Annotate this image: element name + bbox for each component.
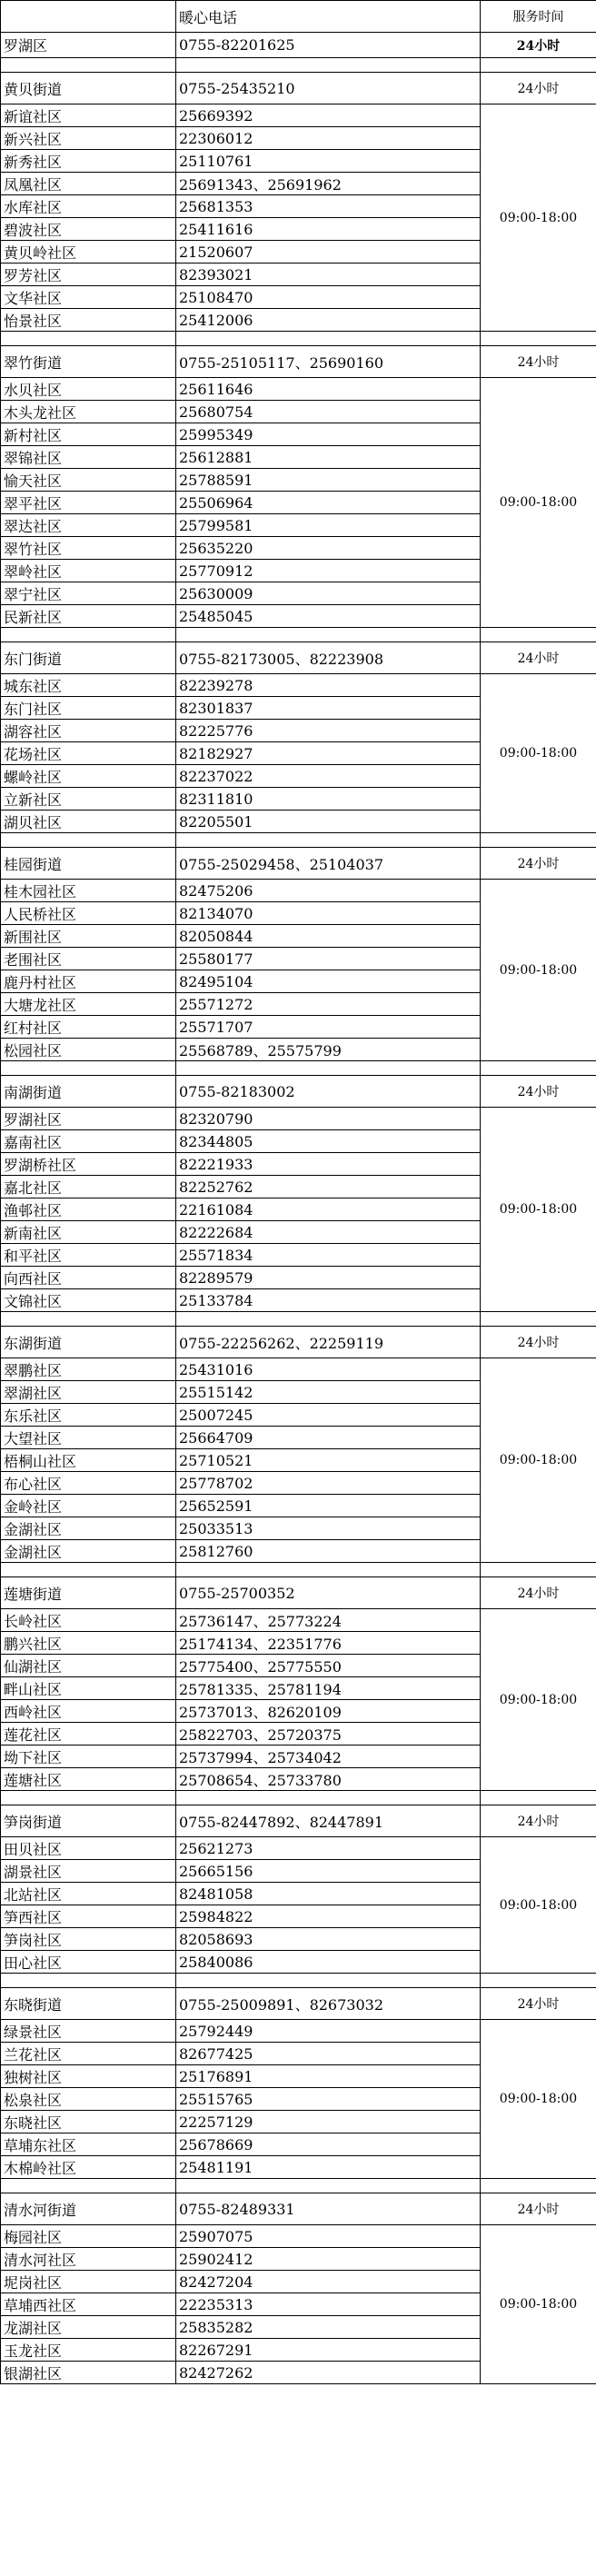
community-name: 翠平社区 bbox=[1, 492, 176, 514]
community-name: 笋岗社区 bbox=[1, 1928, 176, 1951]
community-name: 立新社区 bbox=[1, 788, 176, 811]
community-phone: 25635220 bbox=[176, 537, 481, 560]
street-name: 东晓街道 bbox=[1, 1988, 176, 2020]
street-time: 24小时 bbox=[481, 2193, 596, 2225]
street-name: 桂园街道 bbox=[1, 848, 176, 880]
blank-cell bbox=[176, 1061, 481, 1076]
blank-cell bbox=[176, 1563, 481, 1577]
street-time: 24小时 bbox=[481, 346, 596, 378]
community-name: 长岭社区 bbox=[1, 1609, 176, 1632]
community-phone: 82134070 bbox=[176, 902, 481, 925]
community-name: 金岭社区 bbox=[1, 1495, 176, 1517]
community-phone: 82677425 bbox=[176, 2043, 481, 2065]
community-phone: 82182927 bbox=[176, 742, 481, 765]
community-row bbox=[1, 880, 596, 902]
blank-separator-row bbox=[1, 1061, 596, 1076]
community-name: 草埔西社区 bbox=[1, 2293, 176, 2316]
community-phone: 25680754 bbox=[176, 401, 481, 423]
community-name: 红村社区 bbox=[1, 1016, 176, 1039]
street-row bbox=[1, 1076, 596, 1108]
community-phone: 25822703、25720375 bbox=[176, 1723, 481, 1746]
community-name: 新谊社区 bbox=[1, 104, 176, 127]
community-phone: 25174134、22351776 bbox=[176, 1632, 481, 1655]
community-phone: 22235313 bbox=[176, 2293, 481, 2316]
community-name: 新秀社区 bbox=[1, 150, 176, 173]
community-name: 新南社区 bbox=[1, 1221, 176, 1244]
community-phone: 25506964 bbox=[176, 492, 481, 514]
community-name: 花场社区 bbox=[1, 742, 176, 765]
community-name: 鹿丹村社区 bbox=[1, 970, 176, 993]
community-phone: 25481191 bbox=[176, 2156, 481, 2179]
community-phone: 82058693 bbox=[176, 1928, 481, 1951]
community-name: 新兴社区 bbox=[1, 127, 176, 150]
community-row bbox=[1, 674, 596, 697]
community-name: 木头龙社区 bbox=[1, 401, 176, 423]
community-name: 绿景社区 bbox=[1, 2020, 176, 2043]
blank-cell bbox=[481, 58, 596, 73]
community-phone: 25571707 bbox=[176, 1016, 481, 1039]
district-time: 24小时 bbox=[481, 33, 596, 58]
community-phone: 82427204 bbox=[176, 2271, 481, 2293]
community-phone: 25681353 bbox=[176, 195, 481, 218]
blank-cell bbox=[481, 2179, 596, 2193]
community-row bbox=[1, 378, 596, 401]
street-row bbox=[1, 73, 596, 104]
community-phone: 82252762 bbox=[176, 1176, 481, 1198]
community-name: 新围社区 bbox=[1, 925, 176, 948]
community-phone: 82320790 bbox=[176, 1108, 481, 1130]
community-phone: 22306012 bbox=[176, 127, 481, 150]
blank-cell bbox=[481, 1312, 596, 1327]
blank-cell bbox=[1, 1061, 176, 1076]
street-name: 东湖街道 bbox=[1, 1327, 176, 1358]
community-phone: 25571272 bbox=[176, 993, 481, 1016]
community-name: 翠鹏社区 bbox=[1, 1358, 176, 1381]
community-name: 西岭社区 bbox=[1, 1700, 176, 1723]
street-time: 24小时 bbox=[481, 1076, 596, 1108]
service-hours: 09:00-18:00 bbox=[481, 1609, 596, 1791]
community-phone: 25411616 bbox=[176, 218, 481, 241]
community-name: 松泉社区 bbox=[1, 2088, 176, 2111]
community-row bbox=[1, 2225, 596, 2248]
community-name: 湖容社区 bbox=[1, 720, 176, 742]
community-row bbox=[1, 1609, 596, 1632]
community-name: 嘉北社区 bbox=[1, 1176, 176, 1198]
street-phone: 0755-25029458、25104037 bbox=[176, 848, 481, 880]
community-name: 布心社区 bbox=[1, 1472, 176, 1495]
community-name: 坭岗社区 bbox=[1, 2271, 176, 2293]
community-name: 翠锦社区 bbox=[1, 446, 176, 469]
community-phone: 82481058 bbox=[176, 1883, 481, 1905]
community-phone: 25665156 bbox=[176, 1860, 481, 1883]
blank-cell bbox=[176, 1791, 481, 1805]
community-name: 水库社区 bbox=[1, 195, 176, 218]
community-name: 莲花社区 bbox=[1, 1723, 176, 1746]
street-name: 莲塘街道 bbox=[1, 1577, 176, 1609]
community-phone: 82267291 bbox=[176, 2339, 481, 2362]
community-name: 龙湖社区 bbox=[1, 2316, 176, 2339]
blank-separator-row bbox=[1, 628, 596, 642]
community-name: 向西社区 bbox=[1, 1267, 176, 1289]
community-phone: 25835282 bbox=[176, 2316, 481, 2339]
community-phone: 82222684 bbox=[176, 1221, 481, 1244]
community-name: 罗湖桥社区 bbox=[1, 1153, 176, 1176]
community-name: 田心社区 bbox=[1, 1951, 176, 1974]
community-phone: 25571834 bbox=[176, 1244, 481, 1267]
community-phone: 25792449 bbox=[176, 2020, 481, 2043]
community-phone: 25781335、25781194 bbox=[176, 1677, 481, 1700]
street-name: 黄贝街道 bbox=[1, 73, 176, 104]
community-phone: 25691343、25691962 bbox=[176, 173, 481, 195]
street-row bbox=[1, 1327, 596, 1358]
hotline-table-body bbox=[1, 1, 596, 2384]
street-row bbox=[1, 1805, 596, 1837]
community-phone: 25737994、25734042 bbox=[176, 1746, 481, 1768]
street-row bbox=[1, 2193, 596, 2225]
blank-cell bbox=[1, 1563, 176, 1577]
community-name: 木棉岭社区 bbox=[1, 2156, 176, 2179]
community-phone: 25108470 bbox=[176, 286, 481, 309]
community-phone: 25007245 bbox=[176, 1404, 481, 1427]
community-phone: 82301837 bbox=[176, 697, 481, 720]
community-phone: 25133784 bbox=[176, 1289, 481, 1312]
street-time: 24小时 bbox=[481, 1988, 596, 2020]
service-hours: 09:00-18:00 bbox=[481, 880, 596, 1061]
community-phone: 25612881 bbox=[176, 446, 481, 469]
blank-separator-row bbox=[1, 1974, 596, 1988]
community-phone: 22257129 bbox=[176, 2111, 481, 2133]
community-phone: 25902412 bbox=[176, 2248, 481, 2271]
blank-cell bbox=[1, 1312, 176, 1327]
community-phone: 25710521 bbox=[176, 1449, 481, 1472]
blank-separator-row bbox=[1, 332, 596, 346]
header-phone-cell: 暖心电话 bbox=[176, 1, 481, 33]
blank-cell bbox=[481, 1974, 596, 1988]
service-hours: 09:00-18:00 bbox=[481, 2225, 596, 2384]
street-phone: 0755-22256262、22259119 bbox=[176, 1327, 481, 1358]
blank-cell bbox=[1, 628, 176, 642]
community-name: 城东社区 bbox=[1, 674, 176, 697]
community-name: 嘉南社区 bbox=[1, 1130, 176, 1153]
community-phone: 25984822 bbox=[176, 1905, 481, 1928]
blank-cell bbox=[176, 833, 481, 848]
service-hours: 09:00-18:00 bbox=[481, 104, 596, 332]
community-name: 大望社区 bbox=[1, 1427, 176, 1449]
blank-cell bbox=[1, 833, 176, 848]
community-name: 金湖社区 bbox=[1, 1540, 176, 1563]
community-name: 梧桐山社区 bbox=[1, 1449, 176, 1472]
blank-cell bbox=[176, 628, 481, 642]
blank-separator-row bbox=[1, 2179, 596, 2193]
street-phone: 0755-82489331 bbox=[176, 2193, 481, 2225]
blank-separator-row bbox=[1, 833, 596, 848]
community-name: 兰花社区 bbox=[1, 2043, 176, 2065]
community-name: 北站社区 bbox=[1, 1883, 176, 1905]
blank-separator-row bbox=[1, 58, 596, 73]
community-name: 凤凰社区 bbox=[1, 173, 176, 195]
community-phone: 25580177 bbox=[176, 948, 481, 970]
blank-cell bbox=[176, 1312, 481, 1327]
street-row bbox=[1, 1577, 596, 1609]
community-name: 碧波社区 bbox=[1, 218, 176, 241]
blank-cell bbox=[176, 332, 481, 346]
blank-cell bbox=[1, 1974, 176, 1988]
community-name: 畔山社区 bbox=[1, 1677, 176, 1700]
community-name: 黄贝岭社区 bbox=[1, 241, 176, 264]
header-row bbox=[1, 1, 596, 33]
community-name: 东门社区 bbox=[1, 697, 176, 720]
community-name: 和平社区 bbox=[1, 1244, 176, 1267]
street-phone: 0755-82173005、82223908 bbox=[176, 642, 481, 674]
community-phone: 25775400、25775550 bbox=[176, 1655, 481, 1677]
community-phone: 25568789、25575799 bbox=[176, 1039, 481, 1061]
blank-cell bbox=[176, 2179, 481, 2193]
community-phone: 82221933 bbox=[176, 1153, 481, 1176]
blank-cell bbox=[481, 628, 596, 642]
community-name: 水贝社区 bbox=[1, 378, 176, 401]
blank-cell bbox=[1, 1791, 176, 1805]
community-phone: 82344805 bbox=[176, 1130, 481, 1153]
service-hours: 09:00-18:00 bbox=[481, 1108, 596, 1312]
community-name: 翠竹社区 bbox=[1, 537, 176, 560]
service-hours: 09:00-18:00 bbox=[481, 2020, 596, 2179]
community-name: 金湖社区 bbox=[1, 1517, 176, 1540]
street-row bbox=[1, 1988, 596, 2020]
community-phone: 25652591 bbox=[176, 1495, 481, 1517]
community-phone: 25485045 bbox=[176, 605, 481, 628]
community-name: 莲塘社区 bbox=[1, 1768, 176, 1791]
community-phone: 82225776 bbox=[176, 720, 481, 742]
community-name: 独树社区 bbox=[1, 2065, 176, 2088]
community-phone: 25840086 bbox=[176, 1951, 481, 1974]
community-phone: 25033513 bbox=[176, 1517, 481, 1540]
header-time-cell: 服务时间 bbox=[481, 1, 596, 33]
community-phone: 25611646 bbox=[176, 378, 481, 401]
community-name: 鹏兴社区 bbox=[1, 1632, 176, 1655]
community-phone: 25664709 bbox=[176, 1427, 481, 1449]
blank-cell bbox=[481, 1563, 596, 1577]
community-phone: 22161084 bbox=[176, 1198, 481, 1221]
community-phone: 82475206 bbox=[176, 880, 481, 902]
community-name: 新村社区 bbox=[1, 423, 176, 446]
street-time: 24小时 bbox=[481, 73, 596, 104]
community-phone: 82495104 bbox=[176, 970, 481, 993]
community-phone: 82289579 bbox=[176, 1267, 481, 1289]
street-phone: 0755-25105117、25690160 bbox=[176, 346, 481, 378]
street-time: 24小时 bbox=[481, 1805, 596, 1837]
blank-cell bbox=[176, 58, 481, 73]
header-name-cell bbox=[1, 1, 176, 33]
community-phone: 82237022 bbox=[176, 765, 481, 788]
community-phone: 82393021 bbox=[176, 264, 481, 286]
community-name: 人民桥社区 bbox=[1, 902, 176, 925]
street-name: 清水河街道 bbox=[1, 2193, 176, 2225]
street-phone: 0755-82183002 bbox=[176, 1076, 481, 1108]
community-phone: 25621273 bbox=[176, 1837, 481, 1860]
community-name: 东乐社区 bbox=[1, 1404, 176, 1427]
community-name: 怡景社区 bbox=[1, 309, 176, 332]
blank-cell bbox=[481, 1791, 596, 1805]
community-name: 松园社区 bbox=[1, 1039, 176, 1061]
community-name: 罗湖社区 bbox=[1, 1108, 176, 1130]
community-phone: 82239278 bbox=[176, 674, 481, 697]
service-hours: 09:00-18:00 bbox=[481, 1358, 596, 1563]
blank-cell bbox=[1, 58, 176, 73]
community-phone: 25708654、25733780 bbox=[176, 1768, 481, 1791]
community-name: 翠岭社区 bbox=[1, 560, 176, 582]
community-phone: 25788591 bbox=[176, 469, 481, 492]
blank-cell bbox=[1, 2179, 176, 2193]
district-phone: 0755-82201625 bbox=[176, 33, 481, 58]
blank-cell bbox=[481, 833, 596, 848]
blank-cell bbox=[481, 1061, 596, 1076]
community-phone: 25669392 bbox=[176, 104, 481, 127]
blank-cell bbox=[481, 332, 596, 346]
community-phone: 25515142 bbox=[176, 1381, 481, 1404]
community-name: 翠湖社区 bbox=[1, 1381, 176, 1404]
community-name: 梅园社区 bbox=[1, 2225, 176, 2248]
community-name: 民新社区 bbox=[1, 605, 176, 628]
community-phone: 25737013、82620109 bbox=[176, 1700, 481, 1723]
community-phone: 21520607 bbox=[176, 241, 481, 264]
service-hours: 09:00-18:00 bbox=[481, 378, 596, 628]
community-phone: 82050844 bbox=[176, 925, 481, 948]
community-phone: 25995349 bbox=[176, 423, 481, 446]
community-phone: 82427262 bbox=[176, 2362, 481, 2384]
street-time: 24小时 bbox=[481, 1577, 596, 1609]
community-row bbox=[1, 1837, 596, 1860]
community-name: 老围社区 bbox=[1, 948, 176, 970]
community-phone: 82311810 bbox=[176, 788, 481, 811]
community-phone: 25770912 bbox=[176, 560, 481, 582]
district-name: 罗湖区 bbox=[1, 33, 176, 58]
blank-separator-row bbox=[1, 1563, 596, 1577]
blank-cell bbox=[1, 332, 176, 346]
community-phone: 25515765 bbox=[176, 2088, 481, 2111]
community-phone: 25176891 bbox=[176, 2065, 481, 2088]
community-phone: 25907075 bbox=[176, 2225, 481, 2248]
community-name: 湖景社区 bbox=[1, 1860, 176, 1883]
community-phone: 25412006 bbox=[176, 309, 481, 332]
community-row bbox=[1, 104, 596, 127]
community-phone: 25431016 bbox=[176, 1358, 481, 1381]
service-hours: 09:00-18:00 bbox=[481, 674, 596, 833]
street-time: 24小时 bbox=[481, 1327, 596, 1358]
blank-separator-row bbox=[1, 1791, 596, 1805]
community-name: 文锦社区 bbox=[1, 1289, 176, 1312]
community-phone: 25799581 bbox=[176, 514, 481, 537]
street-name: 东门街道 bbox=[1, 642, 176, 674]
community-name: 螺岭社区 bbox=[1, 765, 176, 788]
community-name: 田贝社区 bbox=[1, 1837, 176, 1860]
community-name: 坳下社区 bbox=[1, 1746, 176, 1768]
community-name: 罗芳社区 bbox=[1, 264, 176, 286]
community-phone: 25630009 bbox=[176, 582, 481, 605]
street-name: 南湖街道 bbox=[1, 1076, 176, 1108]
street-row bbox=[1, 642, 596, 674]
street-row bbox=[1, 848, 596, 880]
community-name: 翠宁社区 bbox=[1, 582, 176, 605]
community-phone: 25678669 bbox=[176, 2133, 481, 2156]
community-row bbox=[1, 1358, 596, 1381]
community-name: 清水河社区 bbox=[1, 2248, 176, 2271]
community-name: 笋西社区 bbox=[1, 1905, 176, 1928]
community-name: 渔邨社区 bbox=[1, 1198, 176, 1221]
street-time: 24小时 bbox=[481, 848, 596, 880]
street-phone: 0755-25700352 bbox=[176, 1577, 481, 1609]
community-name: 东晓社区 bbox=[1, 2111, 176, 2133]
street-name: 翠竹街道 bbox=[1, 346, 176, 378]
blank-cell bbox=[176, 1974, 481, 1988]
community-row bbox=[1, 2020, 596, 2043]
street-phone: 0755-82447892、82447891 bbox=[176, 1805, 481, 1837]
community-phone: 25812760 bbox=[176, 1540, 481, 1563]
community-name: 桂木园社区 bbox=[1, 880, 176, 902]
community-phone: 25110761 bbox=[176, 150, 481, 173]
street-phone: 0755-25435210 bbox=[176, 73, 481, 104]
community-phone: 82205501 bbox=[176, 811, 481, 833]
community-name: 湖贝社区 bbox=[1, 811, 176, 833]
community-name: 文华社区 bbox=[1, 286, 176, 309]
community-phone: 25736147、25773224 bbox=[176, 1609, 481, 1632]
service-hours: 09:00-18:00 bbox=[481, 1837, 596, 1974]
community-name: 愉天社区 bbox=[1, 469, 176, 492]
street-row bbox=[1, 346, 596, 378]
district-row bbox=[1, 33, 596, 58]
community-name: 玉龙社区 bbox=[1, 2339, 176, 2362]
community-name: 草埔东社区 bbox=[1, 2133, 176, 2156]
blank-separator-row bbox=[1, 1312, 596, 1327]
community-name: 仙湖社区 bbox=[1, 1655, 176, 1677]
community-row bbox=[1, 1108, 596, 1130]
street-name: 笋岗街道 bbox=[1, 1805, 176, 1837]
community-name: 翠达社区 bbox=[1, 514, 176, 537]
community-name: 大塘龙社区 bbox=[1, 993, 176, 1016]
community-name: 银湖社区 bbox=[1, 2362, 176, 2384]
community-phone: 25778702 bbox=[176, 1472, 481, 1495]
street-phone: 0755-25009891、82673032 bbox=[176, 1988, 481, 2020]
street-time: 24小时 bbox=[481, 642, 596, 674]
